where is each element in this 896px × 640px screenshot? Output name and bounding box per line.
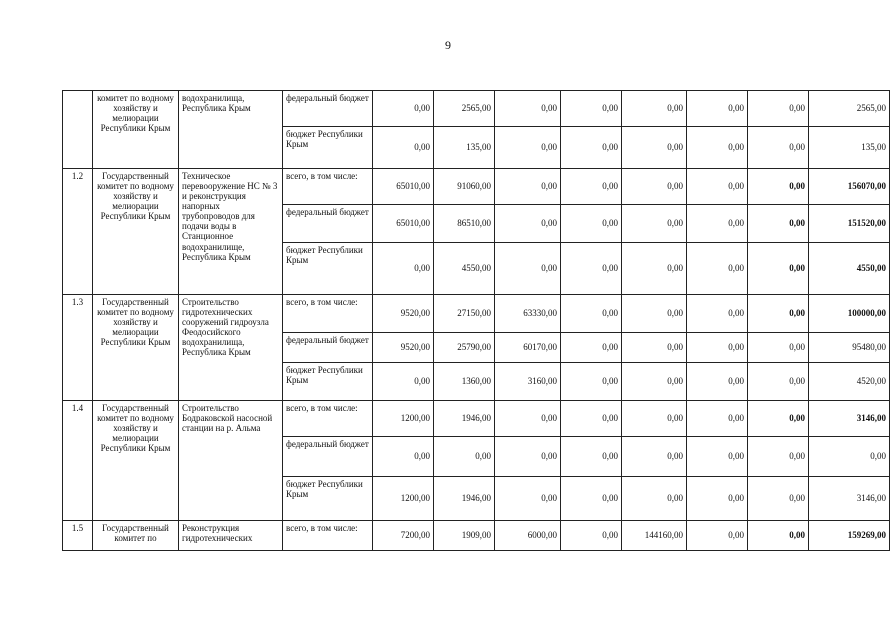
value-cell: 7200,00 (373, 521, 434, 551)
activity-cell: Реконструкция гидротехнических (179, 521, 283, 551)
activity-cell: Строительство гидротехнических сооружений гидроузла Феодосийского водохранилища, Республика Крым (179, 295, 283, 401)
value-cell: 0,00 (687, 205, 748, 243)
activity-cell: Техническое перевооружение НС № 3 и реконструкция напорных трубопроводов для подачи воды в Станционное водохранилище, Республика Крым (179, 169, 283, 295)
value-cell: 1200,00 (373, 477, 434, 521)
value-cell: 1946,00 (434, 401, 495, 437)
value-cell: 0,00 (687, 295, 748, 333)
value-cell: 0,00 (622, 401, 687, 437)
value-cell: 0,00 (373, 243, 434, 295)
value-cell: 0,00 (561, 521, 622, 551)
value-cell: 9520,00 (373, 333, 434, 363)
value-cell: 0,00 (622, 169, 687, 205)
funding-source-cell: бюджет Республики Крым (283, 127, 373, 169)
funding-source-cell: всего, в том числе: (283, 295, 373, 333)
value-cell: 6000,00 (495, 521, 561, 551)
funding-source-cell: федеральный бюджет (283, 333, 373, 363)
value-cell: 0,00 (748, 477, 809, 521)
value-cell: 25790,00 (434, 333, 495, 363)
value-cell: 100000,00 (809, 295, 890, 333)
value-cell: 0,00 (748, 243, 809, 295)
executor-cell: Государственный комитет по водному хозяйству и мелиорации Республики Крым (93, 401, 179, 521)
value-cell: 4520,00 (809, 363, 890, 401)
executor-cell: Государственный комитет по (93, 521, 179, 551)
executor-cell: комитет по водному хозяйству и мелиорации Республики Крым (93, 91, 179, 169)
value-cell: 0,00 (687, 243, 748, 295)
value-cell: 0,00 (622, 91, 687, 127)
table-row (63, 91, 890, 127)
value-cell: 0,00 (622, 295, 687, 333)
value-cell: 0,00 (687, 521, 748, 551)
value-cell: 159269,00 (809, 521, 890, 551)
funding-source-cell: бюджет Республики Крым (283, 243, 373, 295)
value-cell: 0,00 (495, 127, 561, 169)
value-cell: 0,00 (622, 477, 687, 521)
funding-source-cell: всего, в том числе: (283, 401, 373, 437)
value-cell: 4550,00 (809, 243, 890, 295)
value-cell: 135,00 (434, 127, 495, 169)
value-cell: 0,00 (495, 243, 561, 295)
value-cell: 63330,00 (495, 295, 561, 333)
value-cell: 0,00 (687, 437, 748, 477)
value-cell: 9520,00 (373, 295, 434, 333)
value-cell: 0,00 (495, 401, 561, 437)
value-cell: 1360,00 (434, 363, 495, 401)
budget-table (62, 90, 890, 551)
value-cell: 0,00 (373, 91, 434, 127)
value-cell: 0,00 (748, 333, 809, 363)
value-cell: 0,00 (434, 437, 495, 477)
row-index (63, 91, 93, 169)
value-cell: 0,00 (622, 333, 687, 363)
value-cell: 151520,00 (809, 205, 890, 243)
value-cell: 1909,00 (434, 521, 495, 551)
value-cell: 0,00 (687, 333, 748, 363)
value-cell: 4550,00 (434, 243, 495, 295)
value-cell: 3146,00 (809, 477, 890, 521)
row-index: 1.4 (63, 401, 93, 521)
value-cell: 2565,00 (434, 91, 495, 127)
value-cell: 0,00 (561, 295, 622, 333)
value-cell: 0,00 (748, 401, 809, 437)
value-cell: 0,00 (622, 363, 687, 401)
row-index: 1.3 (63, 295, 93, 401)
value-cell: 0,00 (561, 363, 622, 401)
value-cell: 0,00 (495, 477, 561, 521)
value-cell: 1200,00 (373, 401, 434, 437)
value-cell: 27150,00 (434, 295, 495, 333)
table-row (63, 169, 890, 205)
value-cell: 0,00 (622, 243, 687, 295)
value-cell: 0,00 (561, 91, 622, 127)
value-cell: 0,00 (561, 243, 622, 295)
value-cell: 0,00 (748, 437, 809, 477)
funding-source-cell: федеральный бюджет (283, 205, 373, 243)
value-cell: 0,00 (561, 127, 622, 169)
value-cell: 91060,00 (434, 169, 495, 205)
value-cell: 65010,00 (373, 169, 434, 205)
value-cell: 0,00 (622, 205, 687, 243)
value-cell: 0,00 (561, 477, 622, 521)
value-cell: 0,00 (495, 169, 561, 205)
funding-source-cell: бюджет Республики Крым (283, 477, 373, 521)
funding-source-cell: всего, в том числе: (283, 169, 373, 205)
value-cell: 0,00 (561, 205, 622, 243)
value-cell: 0,00 (809, 437, 890, 477)
table-row (63, 401, 890, 437)
value-cell: 135,00 (809, 127, 890, 169)
value-cell: 0,00 (373, 363, 434, 401)
value-cell: 0,00 (687, 401, 748, 437)
value-cell: 0,00 (687, 91, 748, 127)
value-cell: 0,00 (561, 169, 622, 205)
value-cell: 0,00 (373, 127, 434, 169)
value-cell: 0,00 (748, 169, 809, 205)
value-cell: 0,00 (748, 205, 809, 243)
value-cell: 0,00 (622, 127, 687, 169)
table-row (63, 295, 890, 333)
value-cell: 0,00 (748, 295, 809, 333)
value-cell: 0,00 (561, 437, 622, 477)
value-cell: 0,00 (687, 169, 748, 205)
executor-cell: Государственный комитет по водному хозяйству и мелиорации Республики Крым (93, 169, 179, 295)
value-cell: 0,00 (561, 333, 622, 363)
value-cell: 156070,00 (809, 169, 890, 205)
row-index: 1.5 (63, 521, 93, 551)
budget-table-body (63, 91, 890, 551)
activity-cell: Строительство Бодраковской насосной станции на р. Альма (179, 401, 283, 521)
value-cell: 0,00 (687, 363, 748, 401)
funding-source-cell: федеральный бюджет (283, 437, 373, 477)
funding-source-cell: федеральный бюджет (283, 91, 373, 127)
value-cell: 0,00 (748, 363, 809, 401)
value-cell: 0,00 (687, 127, 748, 169)
value-cell: 3146,00 (809, 401, 890, 437)
value-cell: 144160,00 (622, 521, 687, 551)
value-cell: 86510,00 (434, 205, 495, 243)
value-cell: 3160,00 (495, 363, 561, 401)
value-cell: 0,00 (748, 91, 809, 127)
value-cell: 0,00 (622, 437, 687, 477)
value-cell: 1946,00 (434, 477, 495, 521)
value-cell: 65010,00 (373, 205, 434, 243)
table-row (63, 521, 890, 551)
row-index: 1.2 (63, 169, 93, 295)
value-cell: 60170,00 (495, 333, 561, 363)
value-cell: 0,00 (373, 437, 434, 477)
funding-source-cell: бюджет Республики Крым (283, 363, 373, 401)
value-cell: 2565,00 (809, 91, 890, 127)
value-cell: 95480,00 (809, 333, 890, 363)
value-cell: 0,00 (495, 437, 561, 477)
funding-source-cell: всего, в том числе: (283, 521, 373, 551)
value-cell: 0,00 (495, 91, 561, 127)
value-cell: 0,00 (748, 521, 809, 551)
activity-cell: водохранилища, Республика Крым (179, 91, 283, 169)
value-cell: 0,00 (748, 127, 809, 169)
executor-cell: Государственный комитет по водному хозяйству и мелиорации Республики Крым (93, 295, 179, 401)
value-cell: 0,00 (495, 205, 561, 243)
value-cell: 0,00 (687, 477, 748, 521)
value-cell: 0,00 (561, 401, 622, 437)
page-number: 9 (445, 38, 451, 52)
